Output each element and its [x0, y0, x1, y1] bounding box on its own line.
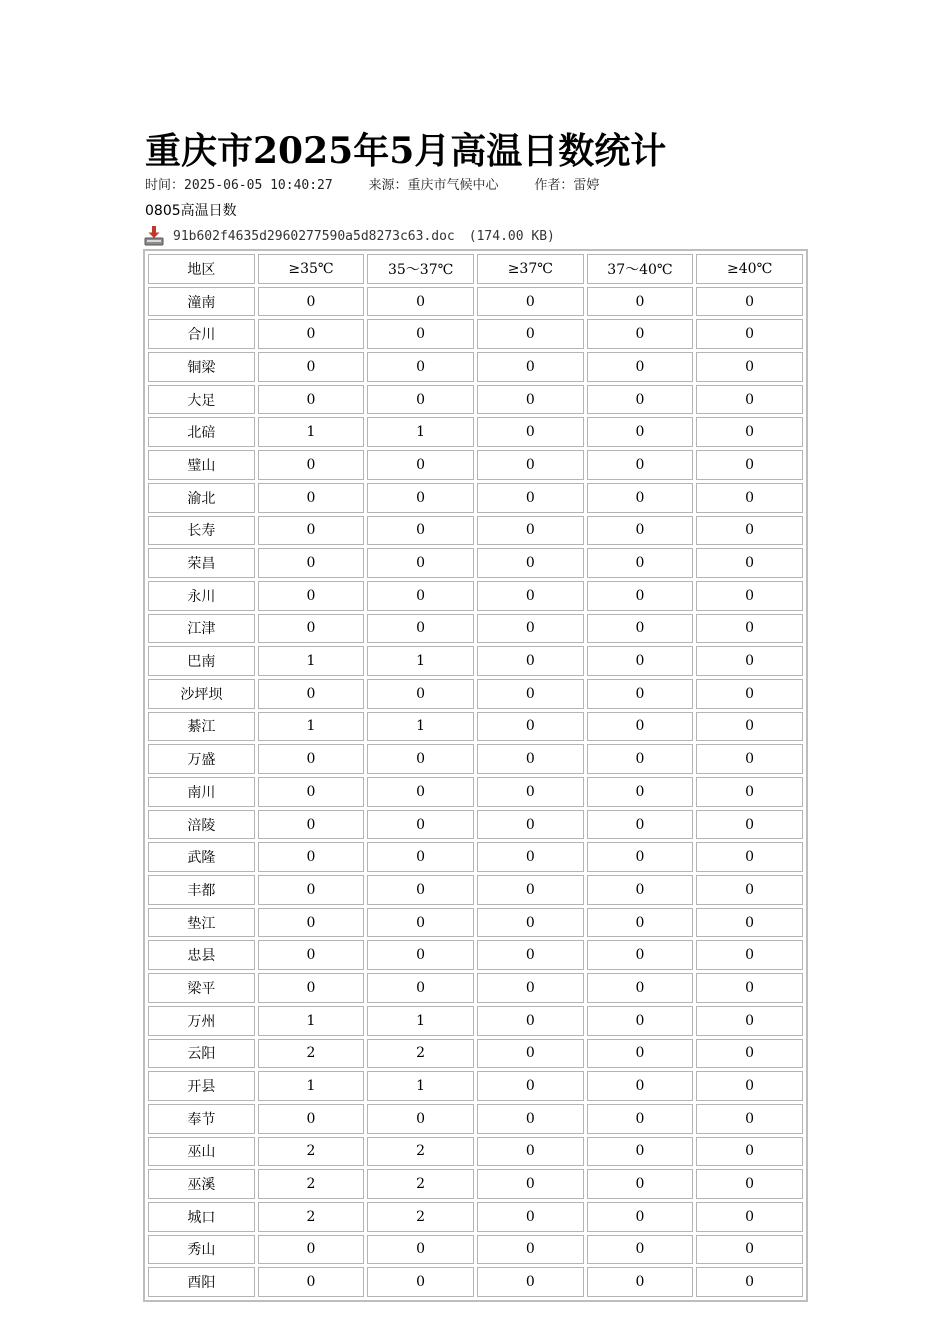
cell-ge37: 0	[477, 940, 584, 970]
table-header-row	[148, 254, 803, 284]
cell-ge35: 0	[258, 777, 365, 807]
cell-ge40: 0	[696, 875, 803, 905]
table-row	[148, 1104, 803, 1134]
table-row	[148, 483, 803, 513]
cell-region: 万盛	[148, 744, 255, 774]
cell-ge37: 0	[477, 450, 584, 480]
table-row	[148, 810, 803, 840]
cell-region: 渝北	[148, 483, 255, 513]
cell-37-40: 0	[587, 1169, 694, 1199]
cell-ge35: 0	[258, 352, 365, 382]
cell-37-40: 0	[587, 287, 694, 317]
cell-region: 开县	[148, 1071, 255, 1101]
cell-ge35: 0	[258, 842, 365, 872]
cell-37-40: 0	[587, 940, 694, 970]
cell-35-37: 0	[367, 842, 474, 872]
cell-ge35: 0	[258, 1104, 365, 1134]
cell-37-40: 0	[587, 548, 694, 578]
cell-37-40: 0	[587, 908, 694, 938]
cell-37-40: 0	[587, 1202, 694, 1232]
table-row	[148, 516, 803, 546]
table-row	[148, 1235, 803, 1265]
cell-ge37: 0	[477, 1235, 584, 1265]
cell-35-37: 0	[367, 875, 474, 905]
table-row	[148, 614, 803, 644]
cell-region: 云阳	[148, 1039, 255, 1069]
cell-35-37: 0	[367, 516, 474, 546]
cell-ge40: 0	[696, 777, 803, 807]
cell-37-40: 0	[587, 1006, 694, 1036]
cell-35-37: 0	[367, 940, 474, 970]
table-row	[148, 875, 803, 905]
cell-ge40: 0	[696, 319, 803, 349]
source-label: 来源：重庆市气候中心	[368, 178, 499, 193]
cell-region: 城口	[148, 1202, 255, 1232]
cell-region: 荣昌	[148, 548, 255, 578]
cell-37-40: 0	[587, 777, 694, 807]
cell-37-40: 0	[587, 1137, 694, 1167]
cell-37-40: 0	[587, 450, 694, 480]
cell-ge40: 0	[696, 516, 803, 546]
cell-ge37: 0	[477, 646, 584, 676]
cell-region: 秀山	[148, 1235, 255, 1265]
cell-37-40: 0	[587, 810, 694, 840]
cell-ge37: 0	[477, 810, 584, 840]
cell-ge37: 0	[477, 352, 584, 382]
cell-region: 垫江	[148, 908, 255, 938]
table-row	[148, 973, 803, 1003]
table-row	[148, 646, 803, 676]
cell-ge35: 1	[258, 712, 365, 742]
cell-region: 忠县	[148, 940, 255, 970]
cell-region: 巴南	[148, 646, 255, 676]
cell-37-40: 0	[587, 614, 694, 644]
cell-ge40: 0	[696, 385, 803, 415]
table-row	[148, 744, 803, 774]
cell-ge35: 0	[258, 908, 365, 938]
cell-ge35: 2	[258, 1039, 365, 1069]
cell-ge35: 0	[258, 450, 365, 480]
cell-ge40: 0	[696, 614, 803, 644]
cell-37-40: 0	[587, 712, 694, 742]
cell-region: 璧山	[148, 450, 255, 480]
cell-region: 北碚	[148, 417, 255, 447]
header-ge35: ≥35℃	[258, 254, 365, 284]
cell-35-37: 2	[367, 1202, 474, 1232]
header-35-37: 35～37℃	[367, 254, 474, 284]
cell-37-40: 0	[587, 744, 694, 774]
cell-37-40: 0	[587, 516, 694, 546]
cell-ge37: 0	[477, 712, 584, 742]
cell-ge40: 0	[696, 940, 803, 970]
cell-ge35: 0	[258, 940, 365, 970]
cell-35-37: 0	[367, 973, 474, 1003]
cell-37-40: 0	[587, 385, 694, 415]
cell-ge35: 0	[258, 1267, 365, 1297]
cell-35-37: 2	[367, 1137, 474, 1167]
cell-region: 大足	[148, 385, 255, 415]
cell-ge40: 0	[696, 744, 803, 774]
cell-ge37: 0	[477, 1104, 584, 1134]
cell-35-37: 0	[367, 1235, 474, 1265]
cell-ge40: 0	[696, 842, 803, 872]
cell-ge40: 0	[696, 973, 803, 1003]
cell-35-37: 1	[367, 1006, 474, 1036]
cell-ge35: 1	[258, 1071, 365, 1101]
page-title: 重庆市2025年5月高温日数统计	[145, 130, 667, 172]
cell-region: 奉节	[148, 1104, 255, 1134]
cell-ge37: 0	[477, 417, 584, 447]
cell-ge40: 0	[696, 450, 803, 480]
article-meta	[145, 178, 627, 194]
table-row	[148, 1071, 803, 1101]
cell-35-37: 2	[367, 1169, 474, 1199]
cell-37-40: 0	[587, 483, 694, 513]
cell-35-37: 0	[367, 483, 474, 513]
cell-ge37: 0	[477, 1137, 584, 1167]
cell-35-37: 0	[367, 548, 474, 578]
cell-ge35: 0	[258, 548, 365, 578]
cell-ge40: 0	[696, 1039, 803, 1069]
cell-ge37: 0	[477, 777, 584, 807]
cell-ge35: 0	[258, 810, 365, 840]
attachment-size: (174.00 KB)	[468, 228, 555, 244]
cell-35-37: 1	[367, 417, 474, 447]
cell-37-40: 0	[587, 1071, 694, 1101]
cell-35-37: 2	[367, 1039, 474, 1069]
cell-ge40: 0	[696, 548, 803, 578]
cell-ge35: 0	[258, 973, 365, 1003]
cell-ge37: 0	[477, 1202, 584, 1232]
cell-ge35: 0	[258, 1235, 365, 1265]
cell-region: 沙坪坝	[148, 679, 255, 709]
cell-region: 江津	[148, 614, 255, 644]
cell-ge37: 0	[477, 319, 584, 349]
cell-35-37: 1	[367, 712, 474, 742]
table-row	[148, 450, 803, 480]
cell-ge40: 0	[696, 483, 803, 513]
cell-37-40: 0	[587, 1267, 694, 1297]
table-row	[148, 1169, 803, 1199]
table-row	[148, 940, 803, 970]
cell-ge40: 0	[696, 1137, 803, 1167]
cell-35-37: 0	[367, 679, 474, 709]
cell-ge37: 0	[477, 973, 584, 1003]
table-row	[148, 1137, 803, 1167]
cell-35-37: 0	[367, 352, 474, 382]
cell-37-40: 0	[587, 679, 694, 709]
cell-35-37: 0	[367, 744, 474, 774]
cell-ge35: 0	[258, 875, 365, 905]
cell-ge37: 0	[477, 516, 584, 546]
cell-ge37: 0	[477, 744, 584, 774]
cell-ge40: 0	[696, 646, 803, 676]
table-row	[148, 287, 803, 317]
cell-region: 武隆	[148, 842, 255, 872]
cell-ge35: 0	[258, 679, 365, 709]
cell-ge40: 0	[696, 287, 803, 317]
cell-ge35: 2	[258, 1137, 365, 1167]
cell-37-40: 0	[587, 352, 694, 382]
cell-37-40: 0	[587, 973, 694, 1003]
cell-ge40: 0	[696, 352, 803, 382]
cell-35-37: 1	[367, 646, 474, 676]
table-row	[148, 548, 803, 578]
high-temperature-table	[143, 249, 808, 1302]
cell-ge40: 0	[696, 679, 803, 709]
cell-ge35: 1	[258, 646, 365, 676]
table-row	[148, 1006, 803, 1036]
cell-ge35: 0	[258, 483, 365, 513]
cell-ge40: 0	[696, 1104, 803, 1134]
cell-ge40: 0	[696, 1006, 803, 1036]
cell-37-40: 0	[587, 1039, 694, 1069]
table-row	[148, 679, 803, 709]
cell-ge40: 0	[696, 1202, 803, 1232]
cell-region: 巫溪	[148, 1169, 255, 1199]
header-ge40: ≥40℃	[696, 254, 803, 284]
cell-ge35: 0	[258, 319, 365, 349]
cell-ge40: 0	[696, 581, 803, 611]
cell-37-40: 0	[587, 1235, 694, 1265]
table-row	[148, 1202, 803, 1232]
cell-ge37: 0	[477, 908, 584, 938]
cell-ge35: 0	[258, 287, 365, 317]
cell-37-40: 0	[587, 875, 694, 905]
cell-35-37: 0	[367, 777, 474, 807]
cell-37-40: 0	[587, 1104, 694, 1134]
cell-ge37: 0	[477, 1169, 584, 1199]
table-row	[148, 581, 803, 611]
cell-ge35: 0	[258, 516, 365, 546]
cell-37-40: 0	[587, 646, 694, 676]
cell-ge40: 0	[696, 417, 803, 447]
cell-region: 巫山	[148, 1137, 255, 1167]
cell-35-37: 0	[367, 581, 474, 611]
attachment-link[interactable]: 91b602f4635d2960277590a5d8273c63.doc	[173, 228, 455, 244]
cell-region: 綦江	[148, 712, 255, 742]
cell-ge37: 0	[477, 1071, 584, 1101]
cell-ge35: 0	[258, 581, 365, 611]
download-icon[interactable]	[143, 225, 165, 247]
cell-ge37: 0	[477, 548, 584, 578]
cell-region: 铜梁	[148, 352, 255, 382]
section-subtitle: 0805高温日数	[145, 203, 237, 219]
cell-35-37: 0	[367, 908, 474, 938]
header-37-40: 37～40℃	[587, 254, 694, 284]
cell-35-37: 0	[367, 1267, 474, 1297]
cell-ge37: 0	[477, 581, 584, 611]
cell-37-40: 0	[587, 581, 694, 611]
cell-ge37: 0	[477, 1267, 584, 1297]
table-row	[148, 1039, 803, 1069]
cell-ge35: 0	[258, 744, 365, 774]
cell-region: 酉阳	[148, 1267, 255, 1297]
cell-ge40: 0	[696, 1071, 803, 1101]
table-row	[148, 1267, 803, 1297]
cell-37-40: 0	[587, 842, 694, 872]
cell-ge37: 0	[477, 679, 584, 709]
header-ge37: ≥37℃	[477, 254, 584, 284]
table-row	[148, 777, 803, 807]
cell-region: 万州	[148, 1006, 255, 1036]
cell-ge40: 0	[696, 908, 803, 938]
cell-ge37: 0	[477, 483, 584, 513]
cell-ge35: 2	[258, 1169, 365, 1199]
cell-ge35: 1	[258, 1006, 365, 1036]
cell-region: 南川	[148, 777, 255, 807]
cell-ge35: 2	[258, 1202, 365, 1232]
table-row	[148, 385, 803, 415]
cell-ge40: 0	[696, 1267, 803, 1297]
cell-ge37: 0	[477, 385, 584, 415]
attachment-row	[143, 225, 555, 247]
cell-37-40: 0	[587, 417, 694, 447]
author-label: 作者：雷婷	[534, 178, 600, 193]
table-body	[148, 287, 803, 1297]
cell-35-37: 0	[367, 385, 474, 415]
table-row	[148, 712, 803, 742]
cell-ge37: 0	[477, 875, 584, 905]
publish-time: 时间：2025-06-05 10:40:27	[145, 178, 333, 193]
cell-ge37: 0	[477, 1006, 584, 1036]
table-row	[148, 417, 803, 447]
cell-ge40: 0	[696, 1169, 803, 1199]
cell-35-37: 0	[367, 319, 474, 349]
cell-ge40: 0	[696, 1235, 803, 1265]
cell-35-37: 0	[367, 287, 474, 317]
cell-35-37: 1	[367, 1071, 474, 1101]
cell-ge35: 1	[258, 417, 365, 447]
table-row	[148, 908, 803, 938]
cell-ge37: 0	[477, 287, 584, 317]
cell-region: 梁平	[148, 973, 255, 1003]
cell-ge37: 0	[477, 1039, 584, 1069]
cell-ge35: 0	[258, 614, 365, 644]
cell-35-37: 0	[367, 1104, 474, 1134]
cell-ge40: 0	[696, 810, 803, 840]
cell-ge35: 0	[258, 385, 365, 415]
cell-region: 永川	[148, 581, 255, 611]
cell-ge40: 0	[696, 712, 803, 742]
cell-region: 长寿	[148, 516, 255, 546]
cell-35-37: 0	[367, 614, 474, 644]
table-row	[148, 842, 803, 872]
cell-ge37: 0	[477, 842, 584, 872]
table-row	[148, 352, 803, 382]
cell-35-37: 0	[367, 450, 474, 480]
cell-35-37: 0	[367, 810, 474, 840]
cell-37-40: 0	[587, 319, 694, 349]
cell-region: 潼南	[148, 287, 255, 317]
cell-ge37: 0	[477, 614, 584, 644]
table-row	[148, 319, 803, 349]
cell-region: 涪陵	[148, 810, 255, 840]
cell-region: 丰都	[148, 875, 255, 905]
header-region: 地区	[148, 254, 255, 284]
cell-region: 合川	[148, 319, 255, 349]
